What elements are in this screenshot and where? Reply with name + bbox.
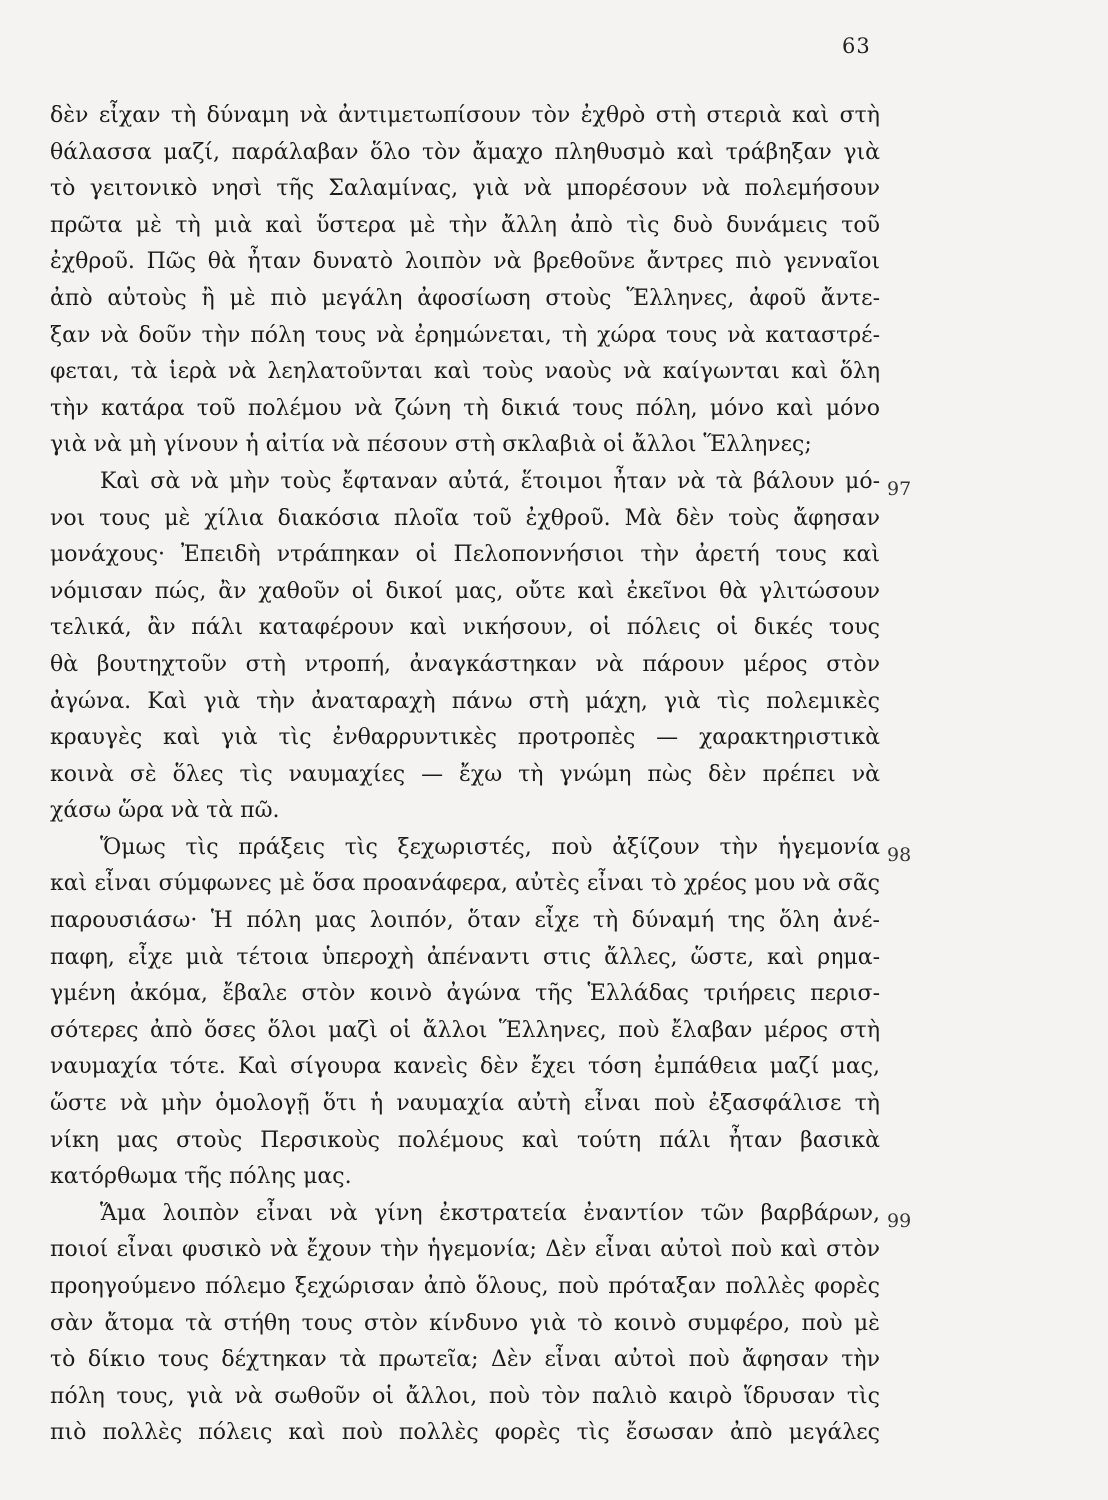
text-line: κατόρθωμα τῆς πόλης μας. (50, 1164, 352, 1190)
text-line: ἐχθροῦ. Πῶς θὰ ἦταν δυνατὸ λοιπὸν νὰ βρεθοῦνε ἄντρες πιὸ γενναῖοι (50, 249, 880, 275)
text-line: νόμισαν πώς, ἂν χαθοῦν οἱ δικοί μας, οὔτε καὶ ἐκεῖνοι θὰ γλιτώσουν (50, 578, 880, 604)
text-line: ὥστε νὰ μὴν ὁμολογῇ ὅτι ἡ ναυμαχία αὐτὴ εἶναι ποὺ ἐξασφάλισε τὴ (50, 1091, 880, 1117)
text-line: τελικά, ἂν πάλι καταφέρουν καὶ νικήσουν, οἱ πόλεις οἱ δικές τους (50, 615, 880, 641)
text-line: Ἅμα λοιπὸν εἶναι νὰ γίνη ἐκστρατεία ἐναντίον τῶν βαρβάρων, (100, 1200, 880, 1226)
text-line: πόλη τους, γιὰ νὰ σωθοῦν οἱ ἄλλοι, ποὺ τὸν παλιὸ καιρὸ ἵδρυσαν τὶς (50, 1383, 880, 1409)
text-line: νοι τους μὲ χίλια διακόσια πλοῖα τοῦ ἐχθροῦ. Μὰ δὲν τοὺς ἄφησαν (50, 505, 880, 531)
text-line: κοινὰ σὲ ὅλες τὶς ναυμαχίες — ἔχω τὴ γνώμη πὼς δὲν πρέπει νὰ (50, 761, 880, 787)
text-line: ἀπὸ αὐτοὺς ἢ μὲ πιὸ μεγάλη ἀφοσίωση στοὺς Ἕλληνες, ἀφοῦ ἄντε- (50, 285, 880, 311)
text-line: Ὅμως τὶς πράξεις τὶς ξεχωριστές, ποὺ ἀξίζουν τὴν ἡγεμονία (100, 834, 880, 860)
text-line: προηγούμενο πόλεμο ξεχώρισαν ἀπὸ ὅλους, ποὺ πρόταξαν πολλὲς φορὲς (50, 1274, 880, 1299)
text-line: παρουσιάσω· Ἡ πόλη μας λοιπόν, ὅταν εἶχε τὴ δύναμή της ὅλη ἀνέ- (50, 908, 880, 934)
page-number: 63 (842, 34, 871, 58)
text-line: θάλασσα μαζί, παράλαβαν ὅλο τὸν ἄμαχο πληθυσμὸ καὶ τράβηξαν γιὰ (50, 139, 880, 165)
text-line: παφη, εἶχε μιὰ τέτοια ὑπεροχὴ ἀπέναντι στις ἄλλες, ὥστε, καὶ ρημα- (50, 944, 880, 970)
margin-section-number: 97 (887, 478, 912, 500)
text-line: σότερες ἀπὸ ὅσες ὅλοι μαζὶ οἱ ἄλλοι Ἕλληνες, ποὺ ἔλαβαν μέρος στὴ (50, 1017, 880, 1043)
text-line: πιὸ πολλὲς πόλεις καὶ ποὺ πολλὲς φορὲς τὶς ἔσωσαν ἀπὸ μεγάλες (50, 1420, 880, 1446)
text-line: νίκη μας στοὺς Περσικοὺς πολέμους καὶ τούτη πάλι ἦταν βασικὰ (50, 1127, 880, 1153)
text-line: δὲν εἶχαν τὴ δύναμη νὰ ἀντιμετωπίσουν τὸν ἐχθρὸ στὴ στεριὰ καὶ στὴ (50, 103, 880, 128)
text-line: ἀγώνα. Καὶ γιὰ τὴν ἀναταραχὴ πάνω στὴ μάχη, γιὰ τὶς πολεμικὲς (50, 688, 880, 714)
text-line: μονάχους· Ἐπειδὴ ντράπηκαν οἱ Πελοποννήσιοι τὴν ἀρετή τους καὶ (50, 542, 880, 568)
text-line: γιὰ νὰ μὴ γίνουν ἡ αἰτία νὰ πέσουν στὴ σκλαβιὰ οἱ ἄλλοι Ἕλληνες; (50, 432, 812, 458)
text-line: τὴν κατάρα τοῦ πολέμου νὰ ζώνη τὴ δικιά τους πόλη, μόνο καὶ μόνο (50, 395, 880, 421)
text-line: καὶ εἶναι σύμφωνες μὲ ὅσα προανάφερα, αὐτὲς εἶναι τὸ χρέος μου νὰ σᾶς (50, 871, 880, 897)
text-line: πρῶτα μὲ τὴ μιὰ καὶ ὕστερα μὲ τὴν ἄλλη ἀπὸ τὶς δυὸ δυνάμεις τοῦ (50, 212, 880, 238)
body-text (50, 98, 880, 1452)
text-line: ποιοί εἶναι φυσικὸ νὰ ἔχουν τὴν ἡγεμονία; Δὲν εἶναι αὐτοὶ ποὺ καὶ στὸν (50, 1237, 880, 1263)
text-line: τὸ δίκιο τους δέχτηκαν τὰ πρωτεῖα; Δὲν εἶναι αὐτοὶ ποὺ ἄφησαν τὴν (50, 1347, 880, 1373)
text-line: ξαν νὰ δοῦν τὴν πόλη τους νὰ ἐρημώνεται, τὴ χώρα τους νὰ καταστρέ- (50, 322, 880, 348)
margin-section-number: 98 (887, 844, 912, 866)
text-line: ναυμαχία τότε. Καὶ σίγουρα κανεὶς δὲν ἔχει τόση ἐμπάθεια μαζί μας, (50, 1054, 880, 1080)
text-line: χάσω ὥρα νὰ τὰ πῶ. (50, 798, 280, 824)
text-line: θὰ βουτηχτοῦν στὴ ντροπή, ἀναγκάστηκαν νὰ πάρουν μέρος στὸν (50, 651, 880, 677)
text-line: σὰν ἄτομα τὰ στήθη τους στὸν κίνδυνο γιὰ τὸ κοινὸ συμφέρο, ποὺ μὲ (50, 1310, 880, 1336)
text-line: Καὶ σὰ νὰ μὴν τοὺς ἔφταναν αὐτά, ἕτοιμοι ἦταν νὰ τὰ βάλουν μό- (100, 468, 880, 494)
text-line: κραυγὲς καὶ γιὰ τὶς ἐνθαρρυντικὲς προτροπὲς — χαρακτηριστικὰ (50, 725, 880, 751)
text-line: τὸ γειτονικὸ νησὶ τῆς Σαλαμίνας, γιὰ νὰ μπορέσουν νὰ πολεμήσουν (50, 176, 880, 202)
margin-section-number: 99 (887, 1210, 912, 1232)
text-line: φεται, τὰ ἱερὰ νὰ λεηλατοῦνται καὶ τοὺς ναοὺς νὰ καίγωνται καὶ ὅλη (50, 359, 880, 385)
text-line: γμένη ἀκόμα, ἔβαλε στὸν κοινὸ ἀγώνα τῆς Ἑλλάδας τριήρεις περισ- (50, 981, 880, 1007)
